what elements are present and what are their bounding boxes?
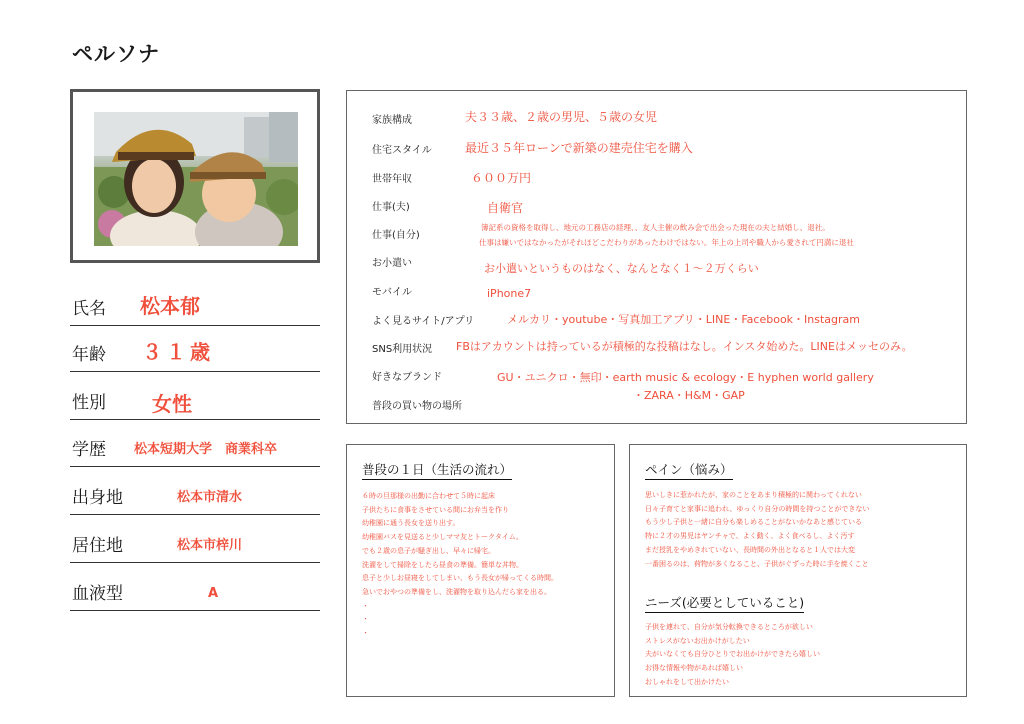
list-item: 夫がいなくても自分ひとりでお出かけができたら嬉しい — [645, 650, 820, 659]
needs-title: ニーズ(必要としていること) — [645, 593, 804, 613]
profile-age-row — [70, 327, 320, 372]
detail-label: 仕事(夫) — [372, 202, 410, 213]
profile-label: 出身地 — [72, 488, 123, 508]
detail-label: 好きなブランド — [372, 372, 442, 383]
list-item: 子供たちに食事をさせている間にお弁当を作り — [362, 505, 509, 514]
list-item: 洗濯をして掃除をしたら昼食の準備。簡単な丼物。 — [362, 560, 523, 569]
detail-value-line2: ・ZARA・H&M・GAP — [633, 389, 745, 402]
profile-label: 性別 — [72, 393, 106, 413]
detail-label: 家族構成 — [372, 115, 412, 126]
daily-flow-title: 普段の１日（生活の流れ） — [362, 460, 512, 480]
profile-value: 松本郁 — [140, 294, 200, 318]
profile-label: 血液型 — [72, 584, 123, 604]
detail-value-line2: 仕事は嫌いではなかったがそれほどこだわりがあったわけではない。年上の上司や職人から愛されて円満に退社 — [479, 238, 854, 247]
detail-label: 住宅スタイル — [372, 145, 432, 156]
profile-label: 年齢 — [72, 345, 106, 365]
list-item: もう少し子供と一緒に自分も楽しめることがないかなあと感じている — [645, 518, 862, 527]
detail-value: 夫３３歳、２歳の男児、５歳の女児 — [465, 110, 658, 124]
detail-value: メルカリ・youtube・写真加工アプリ・LINE・Facebook・Instagram — [507, 313, 861, 326]
list-item: 思いしきに惹かれたが、家のことをあまり積極的に関わってくれない — [645, 491, 862, 499]
list-item: 日々子育てと家事に追われ、ゆっくり自分の時間を持つことができない — [645, 504, 870, 513]
profile-label: 学歴 — [72, 440, 106, 460]
list-item: 息子と少しお昼寝をしてしまい、もう長女が帰ってくる時間。 — [362, 574, 558, 583]
detail-label: 普段の買い物の場所 — [372, 401, 462, 412]
list-item: お得な情報や物があれば嬉しい — [645, 664, 743, 673]
profile-label: 居住地 — [72, 536, 123, 556]
daily-flow-panel — [346, 444, 615, 697]
list-item: でも２歳の息子が騒ぎ出し、早々に帰宅。 — [362, 546, 495, 555]
profile-value: 松本市清水 — [177, 490, 243, 505]
list-item: ・ — [362, 629, 369, 638]
list-item: ・ — [362, 615, 369, 624]
profile-bloodtype-row — [70, 566, 320, 611]
list-item: 幼稚園に通う長女を送り出す。 — [362, 519, 460, 528]
pain-list — [645, 489, 869, 571]
profile-residence-row — [70, 518, 320, 563]
detail-value: ６００万円 — [471, 171, 532, 185]
list-item: 一番困るのは、荷物が多くなること、子供がぐずった時に手を焼くこと — [645, 559, 869, 568]
detail-label: よく見るサイト/アプリ — [372, 316, 475, 327]
detail-value: iPhone7 — [487, 287, 532, 300]
detail-label: お小遣い — [372, 258, 412, 269]
detail-value: FBはアカウントは持っているが積極的な投稿はなし。インスタ始めた。LINEはメッセのみ。 — [456, 340, 913, 353]
profile-label: 氏名 — [72, 299, 106, 319]
list-item: まだ授乳をやめきれていない、長時間の外出となると１人では大変 — [645, 545, 855, 554]
details-panel — [346, 90, 967, 424]
list-item: 幼稚園バスを見送ると少しママ友とトークタイム。 — [362, 533, 523, 542]
list-item: ストレスがないお出かけがしたい — [645, 636, 750, 645]
detail-value: GU・ユニクロ・無印・earth music & ecology・E hyphen world gallery — [497, 371, 874, 384]
list-item: ・ — [362, 601, 369, 610]
profile-value: 女性 — [152, 392, 192, 416]
profile-name-row — [70, 281, 320, 326]
list-item: ６時の旦那様の出勤に合わせて５時に起床 — [362, 492, 495, 500]
list-item: 急いでおやつの準備をし、洗濯物を取り込んだら家を出る。 — [362, 587, 551, 596]
profile-value: ３１歳 — [142, 340, 214, 364]
page-title: ペルソナ — [72, 42, 160, 66]
profile-education-row — [70, 422, 320, 467]
list-item: 特に２才の男児はヤンチャで、よく動く、よく食べるし、よく汚す — [645, 532, 855, 541]
list-item: 子供を連れて、自分が気分転換できるところが欲しい — [645, 623, 813, 631]
detail-value: 自衛官 — [487, 201, 524, 215]
detail-label: 仕事(自分) — [372, 230, 420, 241]
detail-value: お小遣いというものはなく、なんとなく１～２万くらい — [484, 262, 759, 275]
pain-title: ペイン（悩み） — [645, 460, 733, 480]
pain-needs-panel — [629, 444, 967, 697]
profile-gender-row — [70, 375, 320, 420]
detail-label: SNS利用状況 — [372, 344, 433, 355]
persona-photo — [94, 112, 298, 246]
profile-value: 松本短期大学 商業科卒 — [134, 442, 278, 457]
list-item: おしゃれをして出かけたい — [645, 677, 729, 686]
detail-label: モバイル — [372, 287, 412, 298]
detail-value: 簿記系の資格を取得し、地元の工務店の経理、、友人主催の飲み会で出会った現在の夫と結婚し、退社。 — [481, 223, 830, 232]
persona-photo-frame — [70, 89, 320, 263]
needs-list — [645, 621, 820, 690]
profile-birthplace-row — [70, 470, 320, 515]
photo-illustration — [94, 112, 298, 246]
profile-value: A — [208, 586, 219, 601]
daily-flow-list — [362, 490, 558, 641]
detail-value: 最近３５年ローンで新築の建売住宅を購入 — [465, 141, 693, 155]
profile-value: 松本市梓川 — [177, 538, 243, 553]
detail-label: 世帯年収 — [372, 174, 412, 185]
